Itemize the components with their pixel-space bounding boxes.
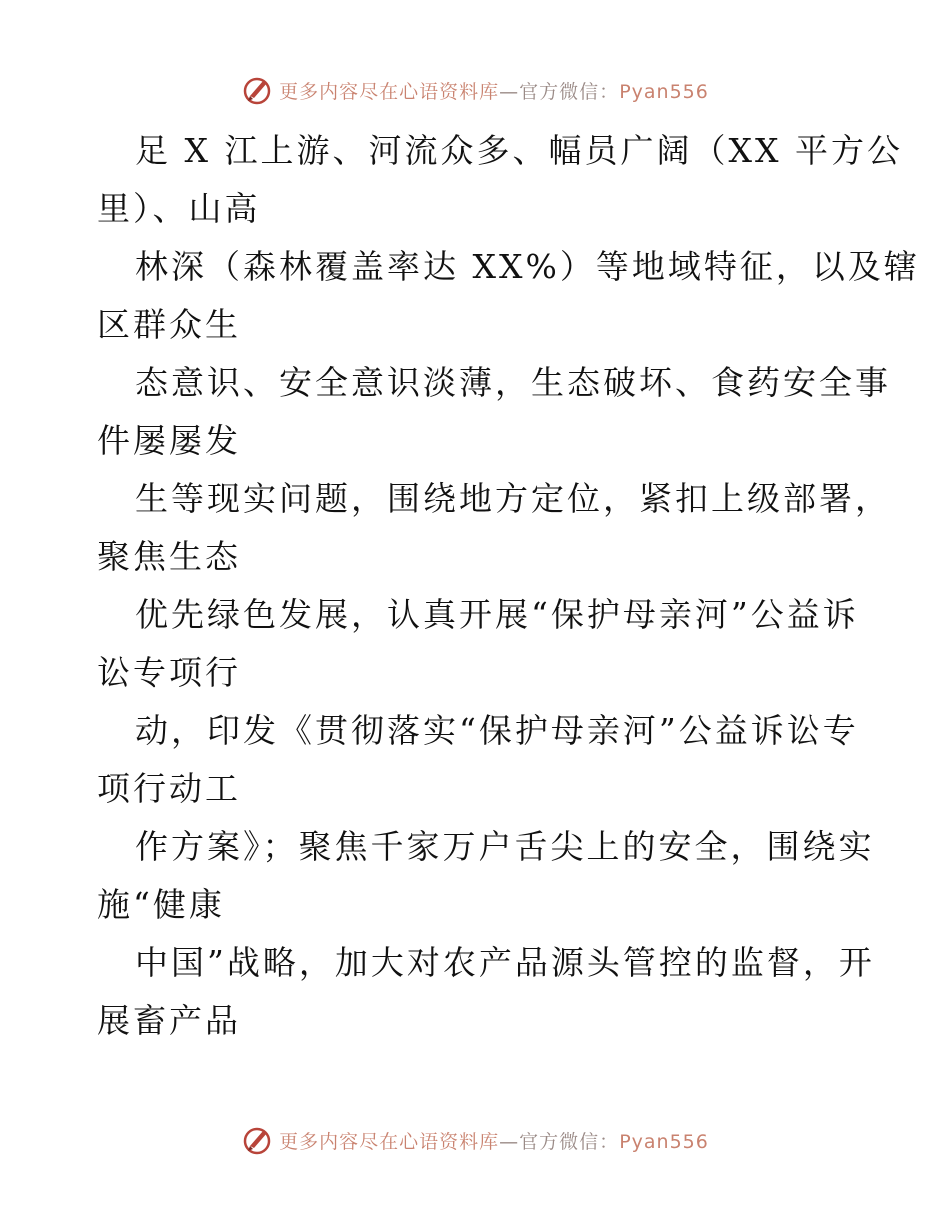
body-line: 里）、山高 [97, 189, 261, 228]
body-line: 施“健康 [97, 885, 225, 924]
watermark-main-text: 更多内容尽在心语资料库 [279, 80, 500, 103]
body-line: 件屡屡发 [97, 421, 241, 460]
body-line: 态意识、安全意识淡薄，生态破坏、食药安全事 [135, 363, 891, 402]
watermark-wechat-label: 官方微信： [519, 1130, 620, 1153]
body-line: 区群众生 [97, 305, 241, 344]
body-line: 中国”战略，加大对农产品源头管控的监督，开 [135, 943, 875, 982]
body-line: 讼专项行 [97, 653, 241, 692]
watermark-main-text: 更多内容尽在心语资料库 [279, 1130, 500, 1153]
watermark-wechat-label: 官方微信： [519, 80, 620, 103]
watermark-separator: — [499, 80, 520, 103]
watermark-separator: — [499, 1130, 520, 1153]
body-line: 林深（森林覆盖率达 XX%）等地域特征，以及辖 [135, 247, 920, 286]
document-body [97, 122, 920, 1050]
body-line: 项行动工 [97, 769, 241, 808]
watermark-wechat-id: Pyan556 [619, 1130, 709, 1153]
header-watermark [0, 70, 950, 110]
body-line: 动，印发《贯彻落实“保护母亲河”公益诉讼专 [135, 711, 859, 750]
footer-watermark [0, 1120, 950, 1160]
body-line: 聚焦生态 [97, 537, 241, 576]
body-line: 优先绿色发展，认真开展“保护母亲河”公益诉 [135, 595, 859, 634]
quill-pen-icon [241, 1124, 273, 1156]
body-line: 生等现实问题，围绕地方定位，紧扣上级部署， [135, 479, 891, 518]
watermark-wechat-id: Pyan556 [619, 80, 709, 103]
body-line: 足 X 江上游、河流众多、幅员广阔（XX 平方公 [135, 131, 903, 170]
body-line: 作方案》；聚焦千家万户舌尖上的安全，围绕实 [135, 827, 875, 866]
body-line: 展畜产品 [97, 1001, 241, 1040]
quill-pen-icon [241, 74, 273, 106]
